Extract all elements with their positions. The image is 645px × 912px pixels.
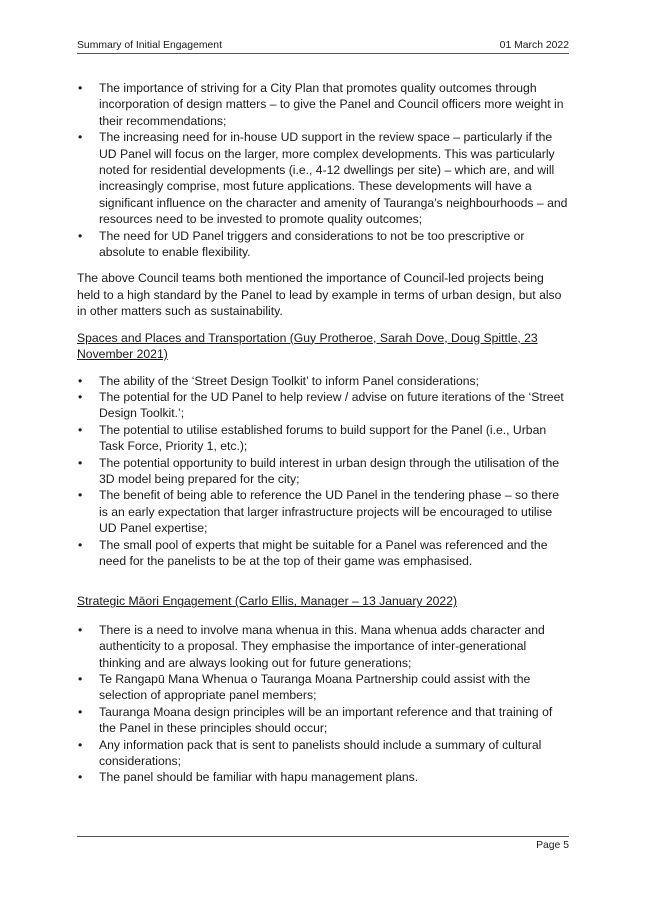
list-item: • The potential opportunity to build interest in urban design through the utilisation of the 3D model being prepared for the city;	[77, 455, 569, 488]
page-body	[77, 80, 569, 786]
list-item: • Any information pack that is sent to panelists should include a summary of cultural considerations;	[77, 737, 569, 770]
list-item: • The small pool of experts that might be suitable for a Panel was referenced and the need for the panelists to be at the top of their game was emphasised.	[77, 537, 569, 570]
bullet-list-council-feedback	[77, 80, 569, 260]
list-item: • The potential for the UD Panel to help review / advise on future iterations of the ‘Street Design Toolkit.’;	[77, 389, 569, 422]
footer-divider	[77, 836, 569, 837]
list-item: • The benefit of being able to reference the UD Panel in the tendering phase – so there is an early expectation that larger infrastructure projects will be encouraged to utilise UD Panel expertise;	[77, 487, 569, 536]
list-item: • The need for UD Panel triggers and considerations to not be too prescriptive or absolute to enable flexibility.	[77, 228, 569, 261]
header-divider	[77, 53, 569, 54]
list-item: • Tauranga Moana design principles will be an important reference and that training of the Panel in these principles should occur;	[77, 704, 569, 737]
section-heading-maori-engagement: Strategic Māori Engagement (Carlo Ellis, Manager – 13 January 2022)	[77, 594, 458, 609]
page-header	[77, 38, 569, 54]
list-item: • The increasing need for in-house UD support in the review space – particularly if the UD Panel will focus on the larger, more complex developments. This was particularly noted for residential developments (i.e., 4-12 dwellings per site) – which are, and will increasingly comprise, most future applications. These developments will have a significant influence on the character and amenity of Tauranga’s neighbourhoods – and resources need to be invested to promote quality outcomes;	[77, 129, 569, 227]
list-item: • The importance of striving for a City Plan that promotes quality outcomes through incorporation of design matters – to give the Panel and Council officers more weight in their recommendations;	[77, 80, 569, 129]
section-heading-spaces-places: Spaces and Places and Transportation (Guy Protheroe, Sarah Dove, Doug Spittle, 23 November 2021)	[77, 330, 538, 362]
page-number: Page 5	[536, 840, 569, 851]
document-date: 01 March 2022	[499, 40, 569, 51]
list-item: • The potential to utilise established forums to build support for the Panel (i.e., Urban Task Force, Priority 1, etc.);	[77, 422, 569, 455]
list-item: • The panel should be familiar with hapu management plans.	[77, 769, 569, 785]
bullet-list-maori-engagement	[77, 622, 569, 786]
list-item: • There is a need to involve mana whenua in this. Mana whenua adds character and authenticity to a proposal. They emphasise the importance of inter-generational thinking and are always looking out for future generations;	[77, 622, 569, 671]
bullet-list-spaces-places	[77, 373, 569, 570]
list-item: • Te Rangapū Mana Whenua o Tauranga Moana Partnership could assist with the selection of appropriate panel members;	[77, 671, 569, 704]
summary-paragraph: The above Council teams both mentioned the importance of Council-led projects being held to a high standard by the Panel to lead by example in terms of urban design, but also in other matters such as sustainability.	[77, 271, 562, 319]
list-item: • The ability of the ‘Street Design Toolkit’ to inform Panel considerations;	[77, 373, 569, 389]
document-title: Summary of Initial Engagement	[77, 40, 222, 51]
